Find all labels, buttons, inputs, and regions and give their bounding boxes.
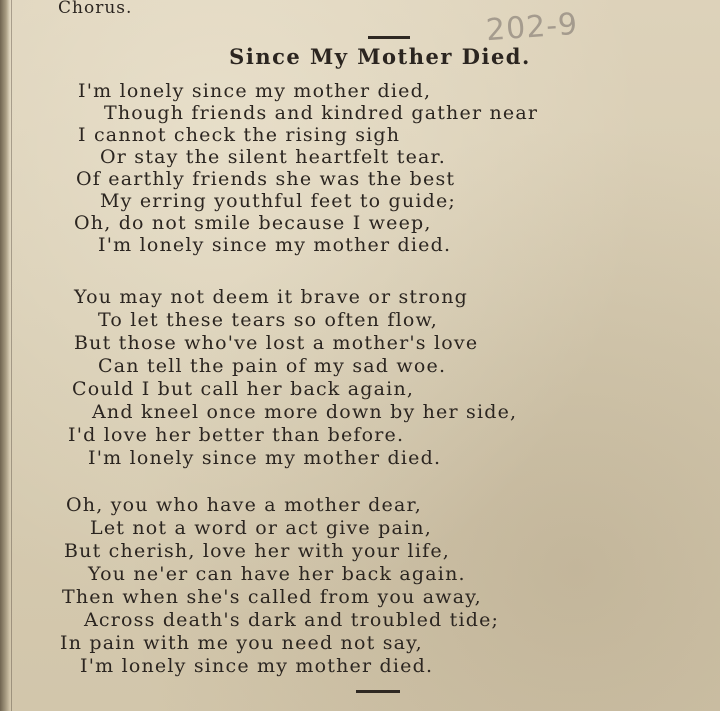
poem-line: I'm lonely since my mother died. (80, 655, 434, 677)
poem-line: To let these tears so often flow, (98, 309, 438, 331)
poem-line: I'm lonely since my mother died. (88, 447, 442, 469)
poem-line: Can tell the pain of my sad woe. (98, 355, 447, 377)
poem-line: I cannot check the rising sigh (78, 124, 401, 146)
poem-line: Then when she's called from you away, (62, 586, 482, 608)
poem-line: You may not deem it brave or strong (74, 286, 468, 308)
poem-line: Let not a word or act give pain, (90, 517, 432, 539)
poem-line: I'm lonely since my mother died. (98, 234, 452, 256)
separator-rule-bottom (356, 690, 400, 693)
poem-line: But cherish, love her with your life, (64, 540, 451, 562)
poem-line: Oh, do not smile because I weep, (74, 212, 432, 234)
poem-title: Since My Mother Died. (229, 44, 531, 69)
poem-line: Of earthly friends she was the best (76, 168, 456, 190)
poem-line: I'm lonely since my mother died, (78, 80, 432, 102)
poem-line: But those who've lost a mother's love (74, 332, 479, 354)
poem-line: My erring youthful feet to guide; (100, 190, 457, 212)
poem-line: In pain with me you need not say, (60, 632, 423, 654)
poem-line: Could I but call her back again, (72, 378, 415, 400)
poem-line: Though friends and kindred gather near (104, 102, 539, 124)
pencil-annotation: 202-9 (484, 6, 580, 49)
poem-line: Or stay the silent heartfelt tear. (100, 146, 446, 168)
poem-line: Across death's dark and troubled tide; (84, 609, 500, 631)
previous-section-heading: Chorus. (58, 0, 133, 18)
poem-line: I'd love her better than before. (68, 424, 405, 446)
poem-line: And kneel once more down by her side, (92, 401, 518, 423)
poem-line: You ne'er can have her back again. (88, 563, 466, 585)
poem-line: Oh, you who have a mother dear, (66, 494, 422, 516)
